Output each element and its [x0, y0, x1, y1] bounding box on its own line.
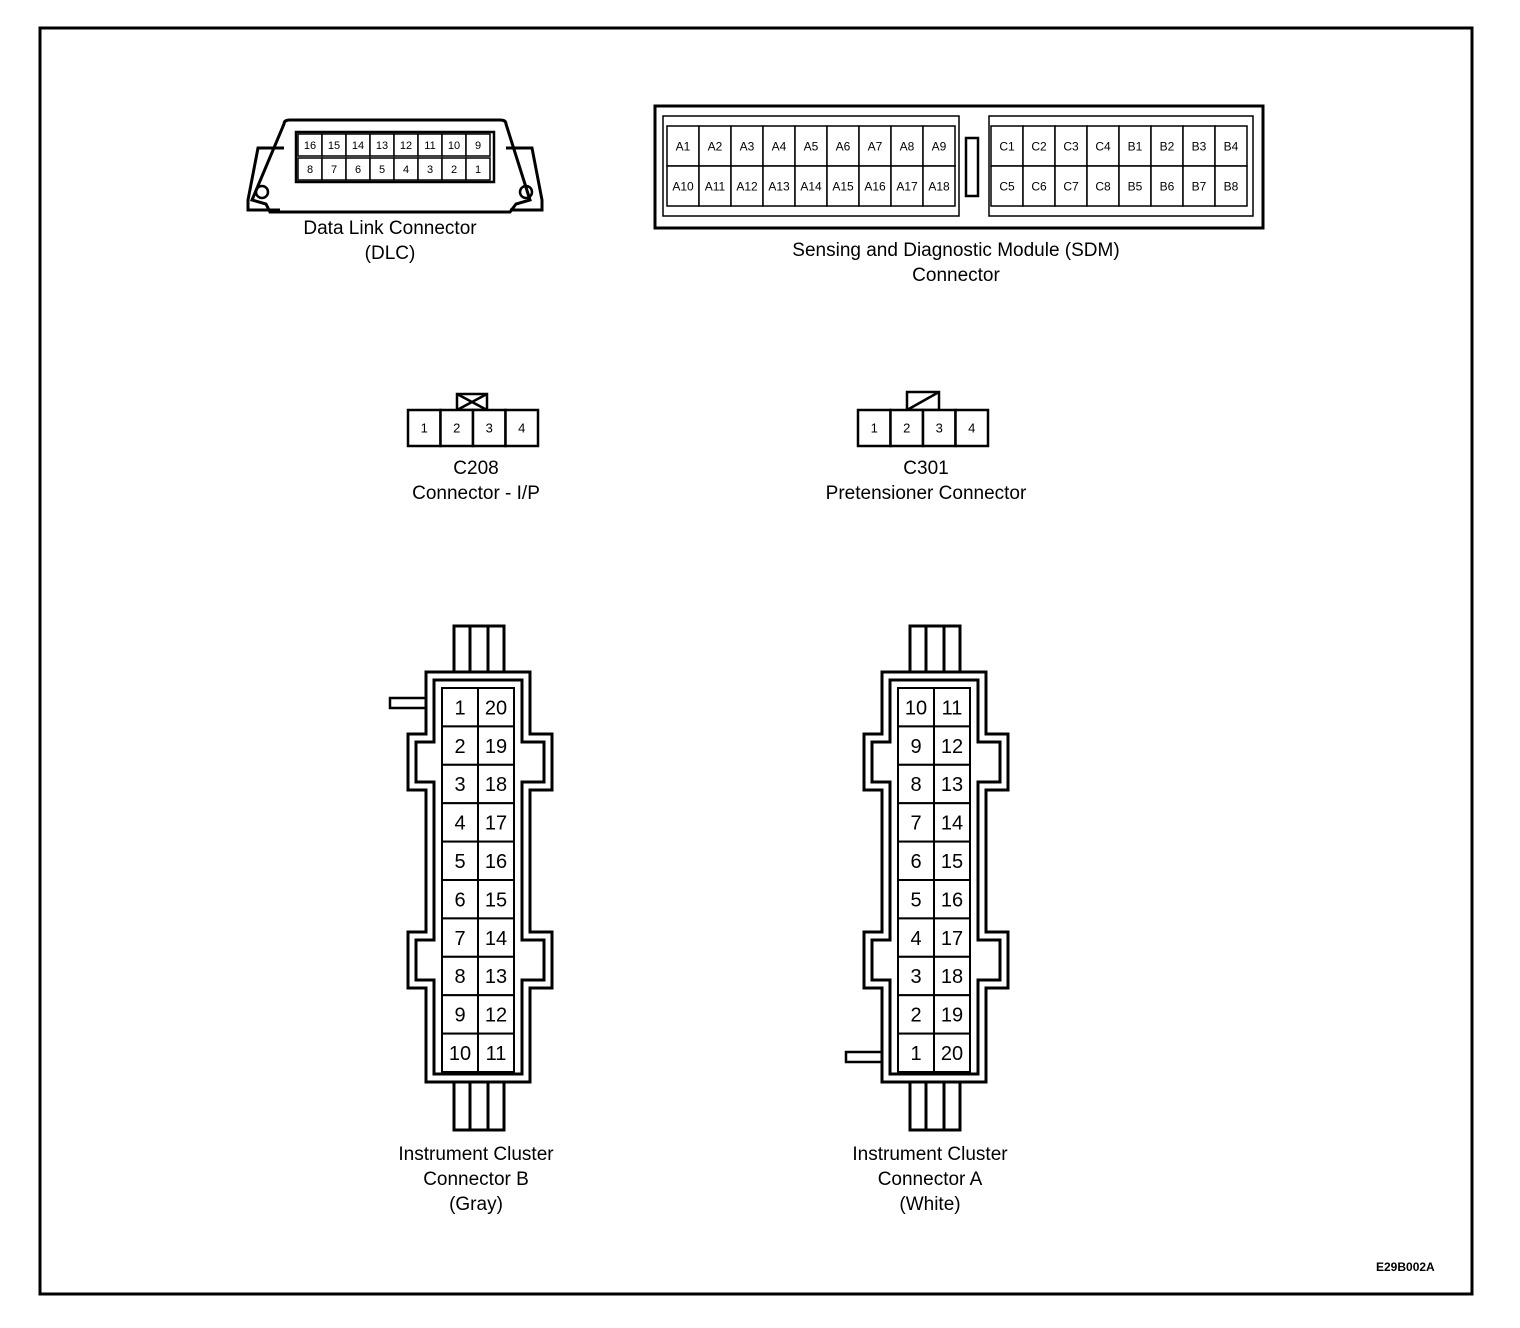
diagram-frame: [40, 28, 1472, 1294]
cluster-b-pin-label: 8: [454, 966, 466, 989]
c208-label: [376, 456, 576, 506]
dlc-pin-label: 13: [375, 139, 389, 152]
cluster-a-label: [830, 1142, 1030, 1217]
sdm-pin-label: A7: [867, 139, 883, 154]
cluster-a-pin-label: 1: [910, 1043, 922, 1065]
sdm-label-line2: Connector: [912, 265, 1000, 286]
dlc-pin-label: 9: [474, 139, 482, 152]
cluster-b-pin-label: 5: [454, 851, 466, 873]
cluster-b-pin-label: 17: [484, 812, 508, 835]
cluster-a-pin-label: 11: [941, 697, 963, 720]
dlc-pin-label: 8: [306, 163, 314, 176]
sdm-pin-label: A11: [704, 179, 726, 194]
c301-connector-body: [907, 392, 939, 410]
sdm-pin-label: A12: [736, 179, 758, 194]
sdm-pin-label: A9: [931, 139, 947, 154]
c301-pin-label: 2: [903, 420, 911, 436]
cluster-b-pin-label: 14: [484, 927, 508, 950]
dlc-pin-label: 7: [330, 163, 338, 176]
sdm-pin-label: B4: [1223, 139, 1239, 154]
cluster-a-pin-label: 4: [910, 927, 922, 950]
dlc-label-line1: Data Link Connector: [303, 218, 477, 239]
c301-pin-label: 1: [870, 420, 878, 436]
cluster-b-pin-label: 10: [448, 1043, 472, 1065]
c208-pin-label: 4: [518, 420, 526, 436]
cluster-b-pin-label: 12: [484, 1004, 508, 1027]
cluster-b-pin-label: 19: [484, 735, 508, 758]
c301-pin-label: 3: [935, 420, 943, 436]
cluster-b-pin-label: 15: [484, 889, 508, 912]
sdm-pin-label: A8: [899, 139, 915, 154]
cluster-b-label-line2: Connector B: [423, 1169, 529, 1190]
sdm-pin-label: A2: [707, 139, 723, 154]
cluster-a-pin-label: 14: [940, 812, 964, 835]
sdm-pin-label: A4: [771, 139, 787, 154]
cluster-a-pin-label: 18: [940, 966, 964, 989]
dlc-pin-label: 16: [303, 139, 317, 152]
dlc-pin-label: 5: [378, 163, 386, 176]
sdm-center-key: [966, 138, 978, 196]
cluster-b-pin-label: 11: [485, 1043, 507, 1065]
c301-pin-label: 4: [968, 420, 976, 436]
cluster-a-pin-label: 10: [904, 697, 928, 720]
cluster-b-pin-label: 18: [484, 774, 508, 797]
cluster-b-pin-label: 7: [454, 927, 466, 950]
dlc-pin-label: 3: [426, 163, 434, 176]
c208-pin-label: 3: [485, 420, 493, 436]
c208-label-line2: Connector - I/P: [412, 483, 540, 504]
cluster-a-pin-label: 6: [910, 851, 922, 873]
dlc-pin-label: 15: [327, 139, 341, 152]
c208-pin-label: 1: [420, 420, 428, 436]
cluster-b-pin-label: 9: [454, 1004, 466, 1027]
cluster-a-pin-label: 20: [940, 1043, 964, 1065]
sdm-pin-label: C7: [1063, 179, 1079, 194]
dlc-label-line2: (DLC): [364, 243, 416, 264]
sdm-pin-label: A5: [803, 139, 819, 154]
sdm-pin-label: B7: [1191, 179, 1207, 194]
cluster-b-label-line3: (Gray): [449, 1194, 503, 1215]
dlc-label: [290, 216, 490, 266]
sdm-pin-label: A13: [768, 179, 790, 194]
dlc-pin-label: 6: [354, 163, 362, 176]
dlc-pin-label: 1: [474, 163, 482, 176]
cluster-b-label: [376, 1142, 576, 1217]
figure-code: E29B002A: [1376, 1260, 1435, 1274]
sdm-pin-label: B5: [1127, 179, 1143, 194]
dlc-pin-label: 14: [351, 139, 365, 152]
sdm-pin-label: A17: [896, 179, 918, 194]
cluster-a-label-line1: Instrument Cluster: [852, 1144, 1008, 1165]
sdm-pin-label: C2: [1031, 139, 1047, 154]
cluster-b-label-line1: Instrument Cluster: [398, 1144, 554, 1165]
c301-label-line1: C301: [903, 458, 949, 479]
sdm-pin-label: B3: [1191, 139, 1207, 154]
sdm-pin-label: B6: [1159, 179, 1175, 194]
sdm-pin-label: C1: [999, 139, 1015, 154]
sdm-pin-label: A15: [832, 179, 854, 194]
cluster-a-label-line3: (White): [899, 1194, 961, 1215]
cluster-a-pin-label: 17: [940, 927, 964, 950]
cluster-b-pin-label: 13: [484, 966, 508, 989]
cluster-a-pin-label: 9: [910, 735, 922, 758]
sdm-pin-label: B1: [1127, 139, 1143, 154]
c208-pin-label: 2: [453, 420, 461, 436]
cluster-a-pin-label: 3: [910, 966, 922, 989]
sdm-label-line1: Sensing and Diagnostic Module (SDM): [792, 240, 1120, 261]
cluster-a-key-tab: [846, 1052, 882, 1062]
dlc-pin-label: 10: [447, 139, 461, 152]
sdm-pin-label: A6: [835, 139, 851, 154]
sdm-pin-label: A18: [928, 179, 950, 194]
sdm-pin-label: A3: [739, 139, 755, 154]
cluster-a-pin-label: 2: [910, 1004, 922, 1027]
sdm-pin-label: A14: [800, 179, 822, 194]
cluster-a-pin-label: 16: [940, 889, 964, 912]
cluster-a-pin-label: 8: [910, 774, 922, 797]
c208-connector-body: [457, 394, 487, 410]
sdm-pin-label: A1: [675, 139, 691, 154]
sdm-label: [756, 238, 1156, 288]
c208-label-line1: C208: [453, 458, 499, 479]
sdm-pin-label: B2: [1159, 139, 1175, 154]
cluster-b-pin-label: 1: [454, 697, 466, 720]
cluster-a-pin-label: 15: [940, 851, 964, 873]
cluster-a-label-line2: Connector A: [877, 1169, 983, 1190]
cluster-b-pin-label: 6: [454, 889, 466, 912]
c301-label: [796, 456, 1056, 506]
dlc-pin-label: 12: [399, 139, 413, 152]
cluster-b-key-tab: [390, 698, 426, 708]
cluster-b-pin-label: 20: [484, 697, 508, 720]
cluster-a-pin-label: 5: [910, 889, 922, 912]
sdm-pin-label: C5: [999, 179, 1015, 194]
cluster-a-pin-label: 19: [940, 1004, 964, 1027]
cluster-a-pin-label: 13: [940, 774, 964, 797]
cluster-b-pin-label: 4: [454, 812, 466, 835]
sdm-pin-label: C6: [1031, 179, 1047, 194]
cluster-b-pin-label: 3: [454, 774, 466, 797]
c301-label-line2: Pretensioner Connector: [825, 483, 1027, 504]
cluster-a-pin-label: 7: [910, 812, 922, 835]
dlc-pin-label: 11: [424, 139, 436, 152]
dlc-pin-label: 4: [402, 163, 410, 176]
sdm-pin-label: C4: [1095, 139, 1111, 154]
sdm-pin-label: A16: [864, 179, 886, 194]
sdm-pin-label: C8: [1095, 179, 1111, 194]
cluster-a-pin-label: 12: [940, 735, 964, 758]
sdm-pin-label: A10: [672, 179, 694, 194]
sdm-pin-label: C3: [1063, 139, 1079, 154]
dlc-pin-label: 2: [450, 163, 458, 176]
cluster-b-pin-label: 16: [484, 851, 508, 873]
sdm-pin-label: B8: [1223, 179, 1239, 194]
cluster-b-pin-label: 2: [454, 735, 466, 758]
